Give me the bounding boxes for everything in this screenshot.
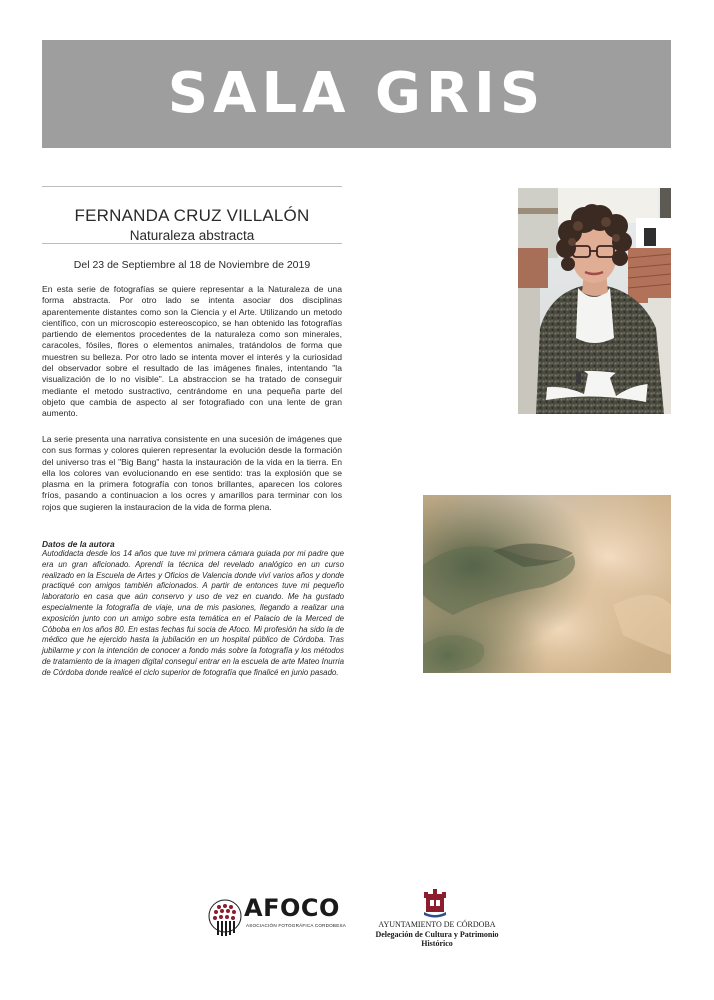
afoco-subtitle: ASOCIACIÓN FOTOGRÁFICA CORDOBESA bbox=[246, 923, 346, 928]
ayuntamiento-logo bbox=[362, 888, 512, 948]
banner-title: SALA GRIS bbox=[167, 61, 546, 126]
bio-text: Autodidacta desde los 14 años que tuve mi primera cámara guiada por mi padre que era un gran aficionado. Aprendí la técnica del revelado analógico en un curso realizado en la Escuela de Artes y Oficios de Valencia donde viví varios años y donde practiqué con amigos también aficionados. A partir de entonces tuve mi pequeño laboratorio en casa que aún conservo y uso de vez en cuando. Me ha gustado especialmente la fotografía de viaje, una de mis pasiones, llegando a realizar una exposición junto con un amigo sobre esta temática en el Palacio de la Merced de Cóboba en los años 80. En estas fechas fui socia de Afoco. Mi profesión ha sido la de médico que he ejercido hasta la jubilación en un hospital público de Córdoba. Tras jubilarme y con la intención de conocer a fondo más sobre la fotografía y los métodos de tratamiento de la imagen digital conseguí entrar en la escuela de arte Mateo Inurria de Córdoba donde realicé el ciclo superior de fotografía que finalicé en junio pasado. bbox=[42, 549, 344, 677]
exhibition-title: Naturaleza abstracta bbox=[129, 228, 255, 243]
description-paragraph-2: La serie presenta una narrativa consistente en una sucesión de imágenes que con sus formas y colores quieren representar la evolución desde la formación del universo tras el "Big Bang" hasta la instauración de la vida en la tierra. En ella los colores van evolucionando en ese sentido: tras la explosión que se plasma en la primera fotografía con tonos brillantes, aparecen los colores fríos, pasando a continuacion a los ocres y amarillos para terminar con los rojos que sugieren la instauracion de la vida de forma plena. bbox=[42, 434, 342, 512]
cordoba-coat-of-arms-icon bbox=[420, 888, 450, 918]
description-paragraph-1: En esta serie de fotografías se quiere representar a la Naturaleza de una forma abstracta. Por otro lado se intenta asociar dos disciplinas aparentemente distantes como son la Ciencia y el Arte. Utilizando un metodo científico, con un microscopio estereoscopico, se han obtenido las fotografías partiendo de elementos procedentes de la naturaleza como son minerales, caracoles, fósiles, flores o elementos animales, tratándolos de forma que muestren su belleza. Por otro lado se intenta mover el interés y la curiosidad del observador sobre el resultado de las imágenes finales, intentando "la visualización de lo no visible". La abstraccion se ha tratado de conseguir mediante el metodo sustractivo, centrándome en una pequeña parte del objeto que cambia de aspecto al ser fotografiado con una lente de gran aumento. bbox=[42, 284, 342, 419]
exhibition-dates: Del 23 de Septiembre al 18 de Noviembre de 2019 bbox=[73, 259, 311, 271]
top-divider bbox=[42, 186, 342, 187]
artwork-photo bbox=[423, 495, 671, 673]
ayuntamiento-department: Delegación de Cultura y Patrimonio Histórico bbox=[375, 930, 499, 948]
afoco-wordmark: AFOCO bbox=[244, 894, 340, 922]
author-name: FERNANDA CRUZ VILLALÓN bbox=[74, 206, 310, 225]
afoco-logo bbox=[208, 895, 348, 941]
bio-heading: Datos de la autora bbox=[42, 539, 115, 549]
afoco-emblem-icon bbox=[208, 899, 242, 939]
ayuntamiento-name: AYUNTAMIENTO DE CÓRDOBA bbox=[378, 920, 496, 929]
title-divider bbox=[42, 243, 342, 244]
header-banner bbox=[42, 40, 671, 148]
author-portrait-photo bbox=[518, 188, 671, 414]
